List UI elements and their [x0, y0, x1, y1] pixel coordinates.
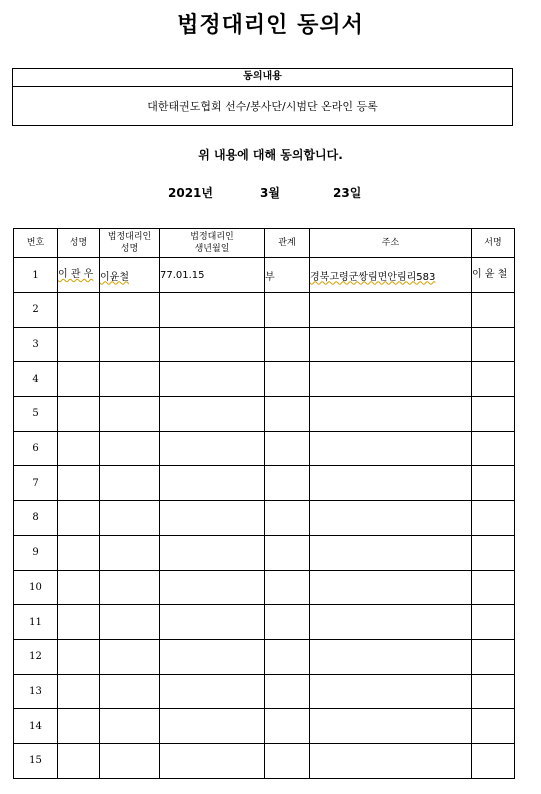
address-cell[interactable] [310, 639, 472, 674]
signature-cell[interactable] [472, 535, 515, 570]
address-cell[interactable] [310, 709, 472, 744]
guardian-birth-cell[interactable] [160, 293, 265, 328]
table-row [14, 293, 515, 328]
address-cell[interactable] [310, 743, 472, 778]
guardian-birth-cell[interactable] [160, 431, 265, 466]
guardian-birth-cell[interactable] [160, 327, 265, 362]
signature-cell[interactable] [472, 362, 515, 397]
signature-cell[interactable] [472, 397, 515, 432]
signature-cell[interactable] [472, 327, 515, 362]
row-number-text: 7 [32, 477, 39, 489]
table-row [14, 709, 515, 744]
row-number-text: 5 [32, 408, 39, 420]
row-number[interactable] [14, 570, 58, 605]
participant-name-cell[interactable] [58, 362, 100, 397]
relation-cell[interactable] [265, 570, 310, 605]
table-row [14, 327, 515, 362]
guardian-name-cell[interactable] [100, 674, 160, 709]
guardian-name-cell[interactable] [100, 431, 160, 466]
relation-cell[interactable] [265, 258, 310, 293]
address-cell[interactable] [310, 293, 472, 328]
guardian-birth-cell[interactable] [160, 605, 265, 640]
table-row [14, 466, 515, 501]
guardian-birth-cell[interactable] [160, 743, 265, 778]
signature-cell[interactable] [472, 743, 515, 778]
guardian-name-cell[interactable] [100, 293, 160, 328]
table-row [14, 570, 515, 605]
guardian-birth-cell[interactable] [160, 397, 265, 432]
table-header-row [14, 229, 515, 258]
date-month: 3월 [260, 186, 280, 200]
header-guardian-birth [160, 229, 265, 258]
relation-cell[interactable] [265, 431, 310, 466]
guardian-name-cell-text: 이윤철 [100, 271, 129, 283]
row-number-text: 14 [29, 720, 42, 732]
relation-cell[interactable] [265, 639, 310, 674]
signature-cell[interactable] [472, 501, 515, 536]
header-address: 주소 [310, 229, 472, 258]
guardian-name-cell[interactable] [100, 570, 160, 605]
relation-cell[interactable] [265, 674, 310, 709]
guardian-name-cell[interactable] [100, 605, 160, 640]
relation-cell[interactable] [265, 397, 310, 432]
participant-name-cell[interactable] [58, 397, 100, 432]
row-number[interactable] [14, 258, 58, 293]
relation-cell[interactable] [265, 466, 310, 501]
page-title: 법정대리인 동의서 [177, 12, 364, 38]
signature-cell[interactable] [472, 605, 515, 640]
consent-content: 대한태권도협회 선수/봉사단/시범단 온라인 등록 [147, 100, 378, 113]
guardian-name-cell[interactable] [100, 362, 160, 397]
participant-name-cell-text: 이 관 우 [58, 269, 94, 280]
signature-cell[interactable] [472, 431, 515, 466]
consent-header: 동의내용 [13, 69, 512, 87]
address-cell[interactable] [310, 397, 472, 432]
row-number[interactable] [14, 674, 58, 709]
header-number: 번호 [14, 229, 58, 258]
guardian-birth-cell[interactable] [160, 501, 265, 536]
guardian-name-cell[interactable] [100, 501, 160, 536]
participant-name-cell[interactable] [58, 639, 100, 674]
guardian-name-cell[interactable] [100, 466, 160, 501]
signature-cell[interactable] [472, 466, 515, 501]
roster-table [13, 228, 515, 779]
guardian-name-cell[interactable] [100, 743, 160, 778]
row-number[interactable] [14, 709, 58, 744]
header-name: 성명 [58, 229, 100, 258]
participant-name-cell[interactable] [58, 293, 100, 328]
table-row [14, 431, 515, 466]
row-number[interactable] [14, 293, 58, 328]
row-number-text: 3 [32, 339, 39, 351]
relation-cell[interactable] [265, 293, 310, 328]
signature-cell[interactable] [472, 570, 515, 605]
table-row [14, 605, 515, 640]
address-cell[interactable] [310, 535, 472, 570]
table-row [14, 674, 515, 709]
relation-cell[interactable] [265, 327, 310, 362]
row-number[interactable] [14, 397, 58, 432]
row-number[interactable] [14, 362, 58, 397]
participant-name-cell[interactable] [58, 258, 100, 293]
row-number-text: 6 [32, 443, 39, 455]
address-cell[interactable] [310, 362, 472, 397]
guardian-birth-cell[interactable] [160, 535, 265, 570]
guardian-name-cell[interactable] [100, 327, 160, 362]
row-number[interactable] [14, 743, 58, 778]
guardian-birth-cell[interactable] [160, 639, 265, 674]
row-number[interactable] [14, 639, 58, 674]
address-cell[interactable] [310, 431, 472, 466]
guardian-birth-cell[interactable] [160, 709, 265, 744]
table-row [14, 362, 515, 397]
row-number-text: 1 [32, 269, 39, 281]
row-number[interactable] [14, 535, 58, 570]
signature-cell[interactable] [472, 258, 515, 293]
relation-cell[interactable] [265, 362, 310, 397]
row-number-text: 15 [29, 755, 42, 767]
consent-box [12, 68, 513, 126]
guardian-name-cell[interactable] [100, 535, 160, 570]
row-number-text: 10 [29, 581, 42, 593]
relation-cell[interactable] [265, 501, 310, 536]
participant-name-cell[interactable] [58, 327, 100, 362]
guardian-birth-cell[interactable] [160, 570, 265, 605]
address-cell[interactable] [310, 327, 472, 362]
header-signature: 서명 [472, 229, 515, 258]
row-number-text: 9 [32, 547, 39, 559]
table-row [14, 535, 515, 570]
header-guardian-name-text: 법정대리인 성명 [107, 232, 152, 254]
relation-cell[interactable] [265, 743, 310, 778]
address-cell[interactable] [310, 570, 472, 605]
participant-name-cell[interactable] [58, 431, 100, 466]
date-day: 23일 [333, 186, 362, 200]
address-cell[interactable] [310, 605, 472, 640]
guardian-name-cell[interactable] [100, 709, 160, 744]
signature-cell[interactable] [472, 639, 515, 674]
header-guardian-name [100, 229, 160, 258]
participant-name-cell[interactable] [58, 709, 100, 744]
guardian-birth-cell-text: 77.01.15 [160, 269, 205, 281]
row-number[interactable] [14, 431, 58, 466]
relation-cell-text: 부 [265, 271, 275, 283]
participant-name-cell[interactable] [58, 570, 100, 605]
row-number[interactable] [14, 327, 58, 362]
address-cell[interactable] [310, 501, 472, 536]
row-number-text: 4 [32, 373, 39, 385]
header-guardian-birth-text: 법정대리인 생년월일 [190, 232, 234, 254]
header-relation: 관계 [265, 229, 310, 258]
guardian-birth-cell[interactable] [160, 466, 265, 501]
relation-cell[interactable] [265, 709, 310, 744]
address-cell-text: 경북고령군쌍림면안림리583 [310, 271, 436, 283]
signature-cell[interactable] [472, 709, 515, 744]
participant-name-cell[interactable] [58, 535, 100, 570]
row-number-text: 11 [29, 616, 42, 628]
table-row [14, 639, 515, 674]
row-number-text: 12 [29, 651, 42, 663]
participant-name-cell[interactable] [58, 743, 100, 778]
participant-name-cell[interactable] [58, 466, 100, 501]
address-cell[interactable] [310, 466, 472, 501]
row-number-text: 2 [32, 304, 39, 316]
row-number[interactable] [14, 605, 58, 640]
address-cell[interactable] [310, 674, 472, 709]
table-row [14, 258, 515, 293]
signature-cell[interactable] [472, 674, 515, 709]
guardian-birth-cell[interactable] [160, 258, 265, 293]
table-row [14, 743, 515, 778]
participant-name-cell[interactable] [58, 674, 100, 709]
row-number-text: 8 [32, 512, 39, 524]
relation-cell[interactable] [265, 535, 310, 570]
guardian-name-cell[interactable] [100, 639, 160, 674]
participant-name-cell[interactable] [58, 605, 100, 640]
guardian-name-cell[interactable] [100, 258, 160, 293]
date-year: 2021년 [168, 186, 213, 200]
agree-statement: 위 내용에 대해 동의합니다. [198, 148, 343, 162]
row-number[interactable] [14, 501, 58, 536]
participant-name-cell[interactable] [58, 501, 100, 536]
address-cell[interactable] [310, 258, 472, 293]
relation-cell[interactable] [265, 605, 310, 640]
row-number-text: 13 [29, 685, 42, 697]
guardian-birth-cell[interactable] [160, 362, 265, 397]
row-number[interactable] [14, 466, 58, 501]
signature-cell[interactable] [472, 293, 515, 328]
table-row [14, 397, 515, 432]
signature-cell-text: 이 윤 철 [472, 269, 508, 280]
table-row [14, 501, 515, 536]
guardian-name-cell[interactable] [100, 397, 160, 432]
guardian-birth-cell[interactable] [160, 674, 265, 709]
